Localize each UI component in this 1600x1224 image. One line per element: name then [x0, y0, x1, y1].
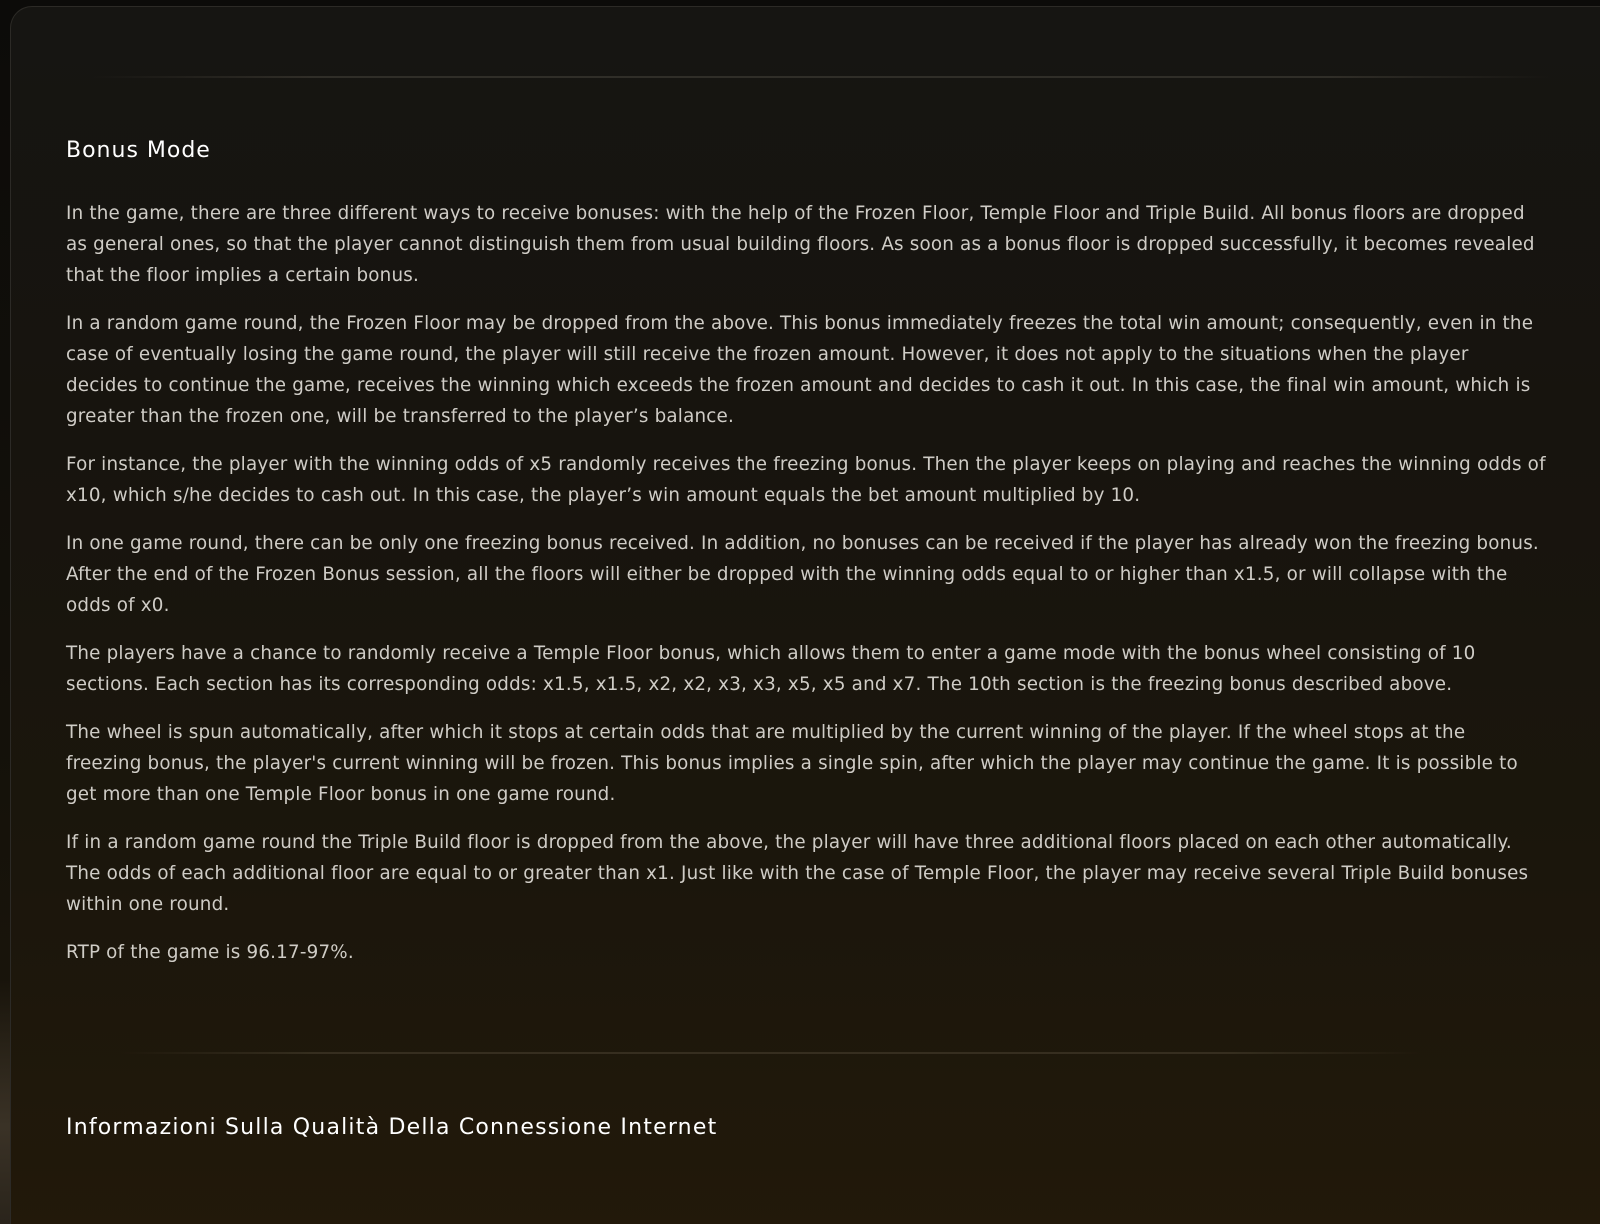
bonus-paragraph: In a random game round, the Frozen Floor may be dropped from the above. This bonus immediately freezes the total win amount; consequently, even in the case of eventually losing the game round, the player will still receive the frozen amount. However, it does not apply to the situations when the player decides to continue the game, receives the winning which exceeds the frozen amount and decides to cash it out. In this case, the final win amount, which is greater than the frozen one, will be transferred to the player’s balance.	[66, 313, 1534, 427]
bonus-paragraph: If in a random game round the Triple Build floor is dropped from the above, the player will have three additional floors placed on each other automatically. The odds of each additional floor are equal to or greater than x1. Just like with the case of Temple Floor, the player may receive several Triple Build bonuses within one round.	[66, 832, 1529, 915]
rules-panel[interactable]	[10, 6, 1600, 1224]
bonus-mode-content	[66, 198, 1546, 985]
bonus-mode-heading: Bonus Mode	[66, 138, 211, 163]
bonus-paragraph: In the game, there are three different ways to receive bonuses: with the help of the Frozen Floor, Temple Floor and Triple Build. All bonus floors are dropped as general ones, so that the player cannot distinguish them from usual building floors. As soon as a bonus floor is dropped successfully, it becomes revealed that the floor implies a certain bonus.	[66, 203, 1535, 286]
bonus-paragraph: The wheel is spun automatically, after which it stops at certain odds that are multiplied by the current winning of the player. If the wheel stops at the freezing bonus, the player's current winning will be frozen. This bonus implies a single spin, after which the player may continue the game. It is possible to get more than one Temple Floor bonus in one game round.	[66, 722, 1518, 805]
section-divider	[121, 1052, 1421, 1054]
bonus-paragraph: The players have a chance to randomly receive a Temple Floor bonus, which allows them to enter a game mode with the bonus wheel consisting of 10 sections. Each section has its corresponding odds: x1.5, x1.5, x2, x2, x3, x3, x5, x5 and x7. The 10th section is the freezing bonus described above.	[66, 643, 1476, 695]
top-divider	[91, 76, 1551, 78]
connection-quality-heading[interactable]: Informazioni Sulla Qualità Della Connessione Internet	[66, 1115, 718, 1140]
rtp-paragraph: RTP of the game is 96.17-97%.	[66, 942, 354, 963]
bonus-paragraph: In one game round, there can be only one freezing bonus received. In addition, no bonuses can be received if the player has already won the freezing bonus. After the end of the Frozen Bonus session, all the floors will either be dropped with the winning odds equal to or higher than x1.5, or will collapse with the odds of x0.	[66, 533, 1539, 616]
bonus-paragraph: For instance, the player with the winning odds of x5 randomly receives the freezing bonus. Then the player keeps on playing and reaches the winning odds of x10, which s/he decides to cash out. In this case, the player’s win amount equals the bet amount multiplied by 10.	[66, 454, 1546, 506]
